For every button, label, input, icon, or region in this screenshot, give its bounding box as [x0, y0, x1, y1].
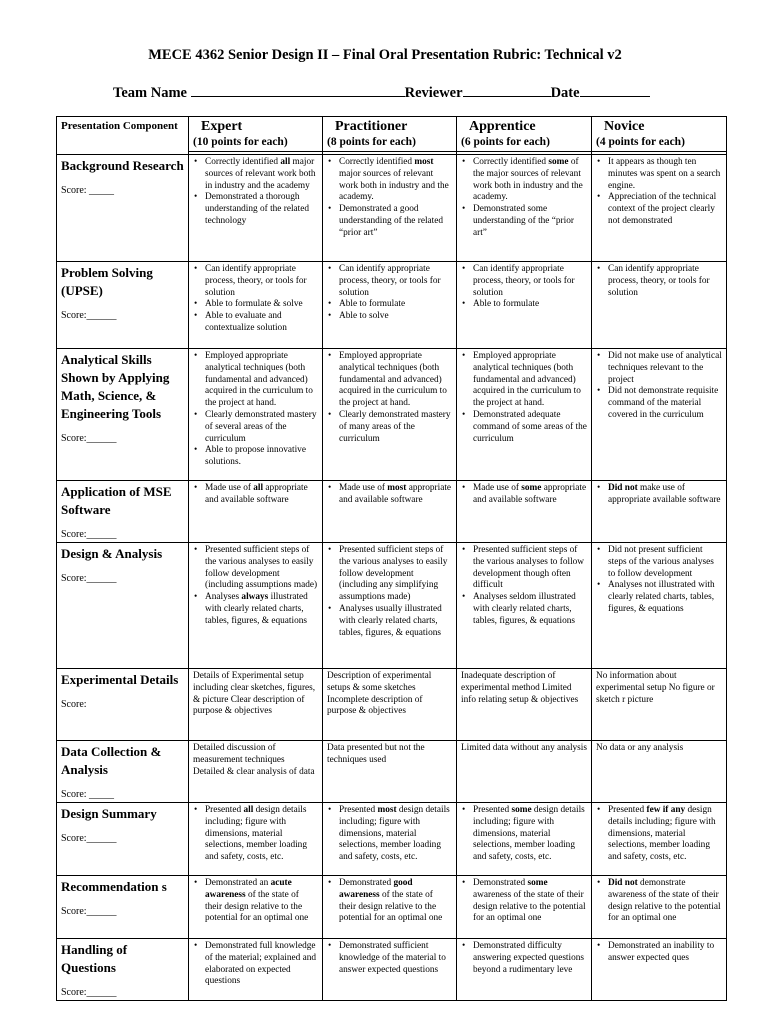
criterion-cell — [57, 262, 189, 349]
descriptor-cell — [457, 262, 592, 349]
descriptor-cell — [323, 939, 457, 1001]
score-field[interactable]: Score:______ — [61, 573, 117, 584]
descriptor-cell — [189, 741, 323, 803]
descriptor-cell — [592, 669, 727, 741]
descriptor-text: Limited data without any analysis — [461, 743, 587, 753]
descriptor-cell — [189, 543, 323, 669]
descriptor-text: Description of experimental setups & some sketches Incomplete description of purpose & objectives — [327, 671, 432, 717]
descriptor-list — [461, 483, 587, 507]
descriptor-list — [461, 351, 587, 445]
criterion-cell — [57, 543, 189, 669]
descriptor-bullet: • Presented few if any design details including; figure with dimensions, material selections, member loading and safety, costs, etc. — [596, 805, 722, 864]
criterion-name: Background Research — [61, 158, 184, 173]
descriptor-cell — [457, 349, 592, 481]
descriptor-bullet: • Analyses seldom illustrated with clearly related charts, tables, figures, & equations — [461, 592, 587, 627]
descriptor-bullet: • Employed appropriate analytical techniques (both fundamental and advanced) acquired in the curriculum to the project at hand. — [327, 351, 452, 410]
criterion-cell — [57, 155, 189, 262]
criterion-cell — [57, 349, 189, 481]
descriptor-cell — [592, 876, 727, 939]
level-header-expert — [189, 117, 323, 155]
descriptor-list — [461, 941, 587, 976]
descriptor-cell — [457, 155, 592, 262]
descriptor-bullet: • Presented sufficient steps of the various analyses to easily follow development (including any simplifying assumptions made) — [327, 545, 452, 604]
descriptor-text: Details of Experimental setup including clear sketches, figures, & picture Clear description of purpose & objectives — [193, 671, 316, 717]
descriptor-bullet: • Demonstrated difficulty answering expected questions beyond a rudimentary leve — [461, 941, 587, 976]
rubric-table — [56, 116, 727, 1001]
descriptor-bullet: • Able to formulate — [461, 299, 587, 311]
level-header-practitioner — [323, 117, 457, 155]
descriptor-bullet: • Demonstrated a good understanding of the related “prior art” — [327, 204, 452, 239]
criterion-name: Problem Solving — [61, 265, 153, 280]
descriptor-text: Detailed discussion of measurement techniques Detailed & clear analysis of data — [193, 743, 315, 777]
descriptor-text: No data or any analysis — [596, 743, 684, 753]
descriptor-cell — [457, 803, 592, 876]
rubric-row — [57, 939, 727, 1001]
descriptor-text: No information about experimental setup No figure or sketch r picture — [596, 671, 715, 705]
descriptor-bullet: • Demonstrated good awareness of the state of their design relative to the potential for an optimal one — [327, 878, 452, 925]
descriptor-list — [193, 483, 318, 507]
descriptor-list — [327, 545, 452, 639]
criterion-name: Recommendation s — [61, 879, 167, 894]
descriptor-bullet: • Analyses usually illustrated with clearly related charts, tables, figures, & equations — [327, 604, 452, 639]
descriptor-cell — [189, 349, 323, 481]
score-field[interactable]: Score:______ — [61, 433, 117, 444]
descriptor-bullet: • Correctly identified all major sources of relevant work both in industry and the academy — [193, 157, 318, 192]
descriptor-list — [327, 941, 452, 976]
criterion-subtitle: (UPSE) — [61, 283, 103, 298]
descriptor-cell — [323, 876, 457, 939]
descriptor-cell — [457, 939, 592, 1001]
level-points: (6 points for each) — [457, 135, 591, 152]
descriptor-bullet: • Demonstrated an inability to answer expected ques — [596, 941, 722, 965]
level-name: Novice — [604, 119, 645, 134]
rubric-row — [57, 155, 727, 262]
descriptor-bullet: • Did not present sufficient steps of the various analyses to follow development — [596, 545, 722, 580]
descriptor-bullet: • Did not make use of analytical techniques relevant to the project — [596, 351, 722, 386]
criterion-name: Application of MSE Software — [61, 484, 172, 517]
descriptor-text: Data presented but not the techniques used — [327, 743, 425, 765]
team-reviewer-date-line — [113, 84, 650, 102]
rubric-row — [57, 262, 727, 349]
descriptor-list — [596, 483, 722, 507]
descriptor-bullet: • Able to formulate — [327, 299, 452, 311]
descriptor-list — [461, 878, 587, 925]
level-header-novice — [592, 117, 727, 155]
descriptor-list — [327, 264, 452, 323]
descriptor-list — [193, 351, 318, 469]
level-points: (4 points for each) — [592, 135, 726, 152]
descriptor-cell — [592, 155, 727, 262]
date-blank[interactable] — [580, 84, 650, 97]
descriptor-bullet: • Presented sufficient steps of the various analyses to follow development though often difficult — [461, 545, 587, 592]
descriptor-bullet: • Made use of some appropriate and available software — [461, 483, 587, 507]
descriptor-bullet: • Demonstrated an acute awareness of the state of their design relative to the potential for an optimal one — [193, 878, 318, 925]
descriptor-list — [596, 264, 722, 299]
descriptor-bullet: • Demonstrated some understanding of the “prior art” — [461, 204, 587, 239]
rubric-row — [57, 741, 727, 803]
descriptor-list — [596, 351, 722, 422]
descriptor-cell — [323, 543, 457, 669]
rubric-row — [57, 349, 727, 481]
level-points: (10 points for each) — [189, 135, 322, 152]
level-name: Expert — [201, 119, 243, 134]
descriptor-cell — [189, 669, 323, 741]
criterion-name: Experimental Details — [61, 672, 179, 687]
team-name-label: Team Name — [113, 85, 187, 101]
descriptor-bullet: • Can identify appropriate process, theory, or tools for solution — [596, 264, 722, 299]
descriptor-cell — [323, 669, 457, 741]
descriptor-list — [327, 878, 452, 925]
score-field[interactable]: Score:______ — [61, 529, 117, 540]
descriptor-list — [193, 878, 318, 925]
score-field[interactable]: Score: _____ — [61, 185, 115, 196]
descriptor-cell — [592, 543, 727, 669]
descriptor-list — [193, 941, 318, 988]
criterion-cell — [57, 669, 189, 741]
descriptor-list — [327, 805, 452, 864]
descriptor-cell — [323, 155, 457, 262]
descriptor-list — [596, 157, 722, 228]
descriptor-cell — [457, 876, 592, 939]
descriptor-cell — [189, 803, 323, 876]
criterion-cell — [57, 876, 189, 939]
descriptor-cell — [457, 741, 592, 803]
level-name: Practitioner — [335, 119, 408, 134]
descriptor-list — [596, 805, 722, 864]
descriptor-bullet: • Demonstrated sufficient knowledge of the material to answer expected questions — [327, 941, 452, 976]
descriptor-bullet: • Analyses always illustrated with clearly related charts, tables, figures, & equations — [193, 592, 318, 627]
descriptor-cell — [592, 939, 727, 1001]
descriptor-cell — [457, 669, 592, 741]
descriptor-cell — [457, 543, 592, 669]
descriptor-list — [461, 545, 587, 628]
descriptor-bullet: • Able to evaluate and contextualize solution — [193, 311, 318, 335]
descriptor-list — [596, 545, 722, 616]
descriptor-bullet: • Correctly identified some of the major sources of relevant work both in industry and the academy. — [461, 157, 587, 204]
level-points: (8 points for each) — [323, 135, 456, 152]
descriptor-bullet: • Demonstrated full knowledge of the material; explained and elaborated on expected questions — [193, 941, 318, 988]
descriptor-bullet: • Made use of all appropriate and available software — [193, 483, 318, 507]
score-field[interactable]: Score: _____ — [61, 789, 115, 800]
descriptor-cell — [592, 741, 727, 803]
descriptor-cell — [323, 481, 457, 543]
descriptor-list — [193, 545, 318, 628]
level-header-apprentice — [457, 117, 592, 155]
descriptor-bullet: • Appreciation of the technical context of the project clearly not demonstrated — [596, 192, 722, 227]
descriptor-bullet: • It appears as though ten minutes was spent on a search engine. — [596, 157, 722, 192]
descriptor-cell — [189, 939, 323, 1001]
descriptor-bullet: • Can identify appropriate process, theory, or tools for solution — [461, 264, 587, 299]
descriptor-bullet: • Clearly demonstrated mastery of several areas of the curriculum — [193, 410, 318, 445]
descriptor-cell — [189, 262, 323, 349]
descriptor-bullet: • Demonstrated some awareness of the state of their design relative to the potential for an optimal one — [461, 878, 587, 925]
descriptor-bullet: • Demonstrated a thorough understanding of the related technology — [193, 192, 318, 227]
descriptor-bullet: • Presented all design details including; figure with dimensions, material selections, member loading and safety, costs, etc. — [193, 805, 318, 864]
criterion-cell — [57, 741, 189, 803]
descriptor-bullet: • Able to propose innovative solutions. — [193, 445, 318, 469]
descriptor-cell — [323, 741, 457, 803]
team-name-blank[interactable] — [191, 84, 405, 97]
descriptor-bullet: • Made use of most appropriate and available software — [327, 483, 452, 507]
descriptor-cell — [592, 481, 727, 543]
score-field[interactable]: Score:______ — [61, 987, 117, 998]
descriptor-list — [596, 941, 722, 965]
level-name: Apprentice — [469, 119, 536, 134]
score-field[interactable]: Score:______ — [61, 906, 117, 917]
criterion-cell — [57, 481, 189, 543]
criterion-name: Design & Analysis — [61, 546, 163, 561]
descriptor-text: Inadequate description of experimental method Limited info relating setup & objectives — [461, 671, 579, 705]
descriptor-bullet: • Did not demonstrate requisite command of the material covered in the curriculum — [596, 386, 722, 421]
criterion-cell — [57, 939, 189, 1001]
date-label: Date — [550, 85, 580, 101]
criterion-name: Analytical Skills Shown by Applying Math, Science, & Engineering Tools — [61, 352, 170, 421]
descriptor-cell — [592, 803, 727, 876]
reviewer-blank[interactable] — [463, 84, 551, 97]
descriptor-bullet: • Presented some design details including; figure with dimensions, material selections, member loading and safety, costs, etc. — [461, 805, 587, 864]
rubric-row — [57, 543, 727, 669]
descriptor-cell — [592, 262, 727, 349]
descriptor-list — [193, 805, 318, 864]
score-field[interactable]: Score:______ — [61, 310, 117, 321]
descriptor-bullet: • Did not make use of appropriate available software — [596, 483, 722, 507]
descriptor-cell — [189, 155, 323, 262]
rubric-body — [57, 155, 727, 1001]
criterion-name: Design Summary — [61, 806, 157, 821]
descriptor-cell — [323, 262, 457, 349]
descriptor-list — [596, 878, 722, 925]
criterion-name: Data Collection & Analysis — [61, 744, 162, 777]
descriptor-bullet: • Able to solve — [327, 311, 452, 323]
descriptor-cell — [457, 481, 592, 543]
descriptor-bullet: • Employed appropriate analytical techniques (both fundamental and advanced) acquired in the curriculum to the project at hand. — [193, 351, 318, 410]
page-title: MECE 4362 Senior Design II – Final Oral Presentation Rubric: Technical v2 — [148, 47, 622, 63]
descriptor-bullet: • Clearly demonstrated mastery of many areas of the curriculum — [327, 410, 452, 445]
criterion-cell — [57, 803, 189, 876]
descriptor-list — [193, 264, 318, 335]
descriptor-list — [327, 351, 452, 445]
descriptor-list — [461, 157, 587, 240]
reviewer-label: Reviewer — [404, 85, 463, 101]
descriptor-list — [193, 157, 318, 228]
descriptor-cell — [323, 803, 457, 876]
rubric-row — [57, 876, 727, 939]
rubric-row — [57, 669, 727, 741]
descriptor-bullet: • Employed appropriate analytical techniques (both fundamental and advanced) acquired in the curriculum to the project at hand. — [461, 351, 587, 410]
descriptor-cell — [189, 481, 323, 543]
descriptor-bullet: • Did not demonstrate awareness of the state of their design relative to the potential for an optimal one — [596, 878, 722, 925]
descriptor-list — [461, 805, 587, 864]
rubric-header-row — [57, 117, 727, 155]
descriptor-cell — [323, 349, 457, 481]
descriptor-list — [327, 157, 452, 240]
component-header: Presentation Component — [57, 117, 189, 155]
descriptor-bullet: • Can identify appropriate process, theory, or tools for solution — [327, 264, 452, 299]
rubric-row — [57, 481, 727, 543]
descriptor-bullet: • Demonstrated adequate command of some areas of the curriculum — [461, 410, 587, 445]
descriptor-cell — [189, 876, 323, 939]
criterion-name: Handling of Questions — [61, 942, 128, 975]
descriptor-bullet: • Presented most design details including; figure with dimensions, material selections, member loading and safety, costs, etc. — [327, 805, 452, 864]
descriptor-bullet: • Correctly identified most major sources of relevant work both in industry and the academy. — [327, 157, 452, 204]
descriptor-cell — [592, 349, 727, 481]
descriptor-bullet: • Can identify appropriate process, theory, or tools for solution — [193, 264, 318, 299]
score-field[interactable]: Score: — [61, 699, 87, 710]
descriptor-list — [327, 483, 452, 507]
descriptor-bullet: • Able to formulate & solve — [193, 299, 318, 311]
descriptor-bullet: • Analyses not illustrated with clearly related charts, tables, figures, & equations — [596, 580, 722, 615]
rubric-row — [57, 803, 727, 876]
score-field[interactable]: Score:______ — [61, 833, 117, 844]
descriptor-list — [461, 264, 587, 311]
descriptor-bullet: • Presented sufficient steps of the various analyses to easily follow development (including assumptions made) — [193, 545, 318, 592]
